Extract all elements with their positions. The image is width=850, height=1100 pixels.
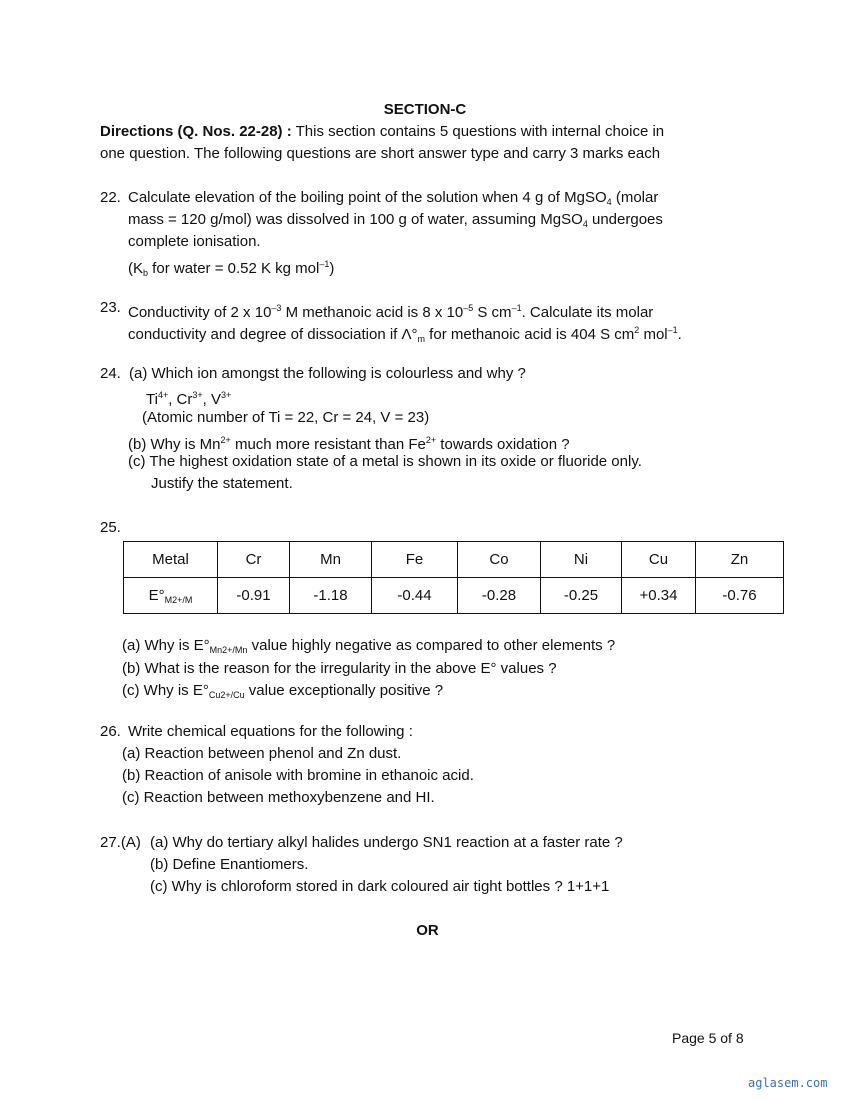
table-header-cell: Cu (622, 542, 696, 578)
question-number-23: 23. (100, 299, 121, 316)
q22-line-4: ($K_b$ for water = 0.52 K kg mol$^{-1}$) (128, 259, 335, 278)
question-number-27: 27.(A) (100, 834, 141, 851)
q24-atomic-numbers: (Atomic number of Ti = 22, Cr = 24, V = 23) (142, 409, 430, 426)
q27-part-c: (c) Why is chloroform stored in dark coloured air tight bottles ? 1+1+1 (150, 878, 610, 895)
table-header-cell: Zn (696, 542, 784, 578)
question-number-22: 22. (100, 189, 121, 206)
q27-part-a: (a) Why do tertiary alkyl halides undergo SN1 reaction at a faster rate ? (150, 834, 623, 851)
table-header-row (124, 542, 784, 578)
q24-part-c-line-2: Justify the statement. (151, 475, 293, 492)
q22-line-1: Calculate elevation of the boiling point of the solution when 4 g of MgSO$_4$ (molar (128, 189, 659, 207)
table-cell: -0.28 (458, 578, 541, 614)
question-number-26: 26. (100, 723, 121, 740)
q24-part-a: (a) Which ion amongst the following is colourless and why ? (129, 365, 526, 382)
q25-part-b: (b) What is the reason for the irregularity in the above E° values ? (122, 660, 557, 677)
table-header-cell: Fe (372, 542, 458, 578)
q26-intro: Write chemical equations for the following : (128, 723, 413, 740)
q22-line-2: mass = 120 g/mol) was dissolved in 100 g of water, assuming MgSO$_4$ undergoes (128, 211, 663, 229)
table-cell: -0.76 (696, 578, 784, 614)
section-title: SECTION-C (383, 101, 467, 118)
table-cell: +0.34 (622, 578, 696, 614)
or-divider: OR (416, 922, 439, 939)
q27-part-b: (b) Define Enantiomers. (150, 856, 309, 873)
q22-line-3: complete ionisation. (128, 233, 261, 250)
table-row-label: $E^\circ_{M2+/M}$ (124, 578, 218, 614)
q25-part-a: (a) Why is $E^\circ_{Mn2+/Mn}$ value highly negative as compared to other elements ? (122, 637, 616, 655)
q26-part-c: (c) Reaction between methoxybenzene and HI. (122, 789, 435, 806)
table-header-cell: Ni (541, 542, 622, 578)
question-number-25: 25. (100, 519, 121, 536)
q23-line-1: Conductivity of 2 x $10^{-3}$ M methanoic acid is 8 x $10^{-5}$ S $cm^{-1}$. Calculate its molar (128, 303, 654, 321)
q23-line-2: conductivity and degree of dissociation if $\Lambda^\circ_m$ for methanoic acid is 404 S $cm^2$ mol$^{-1}$. (128, 325, 682, 344)
table-cell: -0.25 (541, 578, 622, 614)
question-number-24: 24. (100, 365, 121, 382)
directions-line-1: Directions (Q. Nos. 22-28) : This section contains 5 questions with internal choice in (100, 123, 665, 140)
q24-ions: $Ti^{4+}$, $Cr^{3+}$, $V^{3+}$ (146, 390, 232, 408)
directions-label: Directions (Q. Nos. 22-28) : (100, 123, 292, 140)
table-cell: -0.44 (372, 578, 458, 614)
table-cell: -1.18 (290, 578, 372, 614)
q26-part-b: (b) Reaction of anisole with bromine in ethanoic acid. (122, 767, 474, 784)
electrode-potential-table (123, 541, 784, 614)
table-header-cell: Co (458, 542, 541, 578)
table-header-cell: Mn (290, 542, 372, 578)
table-row (124, 578, 784, 614)
q26-part-a: (a) Reaction between phenol and Zn dust. (122, 745, 402, 762)
table-cell: -0.91 (218, 578, 290, 614)
q25-part-c: (c) Why is $E^\circ_{Cu2+/Cu}$ value exceptionally positive ? (122, 682, 444, 700)
q24-part-b: (b) Why is $Mn^{2+}$ much more resistant than $Fe^{2+}$ towards oxidation ? (128, 435, 570, 453)
table-header-cell: Cr (218, 542, 290, 578)
watermark[interactable]: aglasem.com (748, 1076, 828, 1090)
table-header-cell: Metal (124, 542, 218, 578)
q24-part-c: (c) The highest oxidation state of a metal is shown in its oxide or fluoride only. (128, 453, 642, 470)
page-number: Page 5 of 8 (672, 1030, 744, 1046)
directions-line-2: one question. The following questions are short answer type and carry 3 marks each (100, 145, 661, 162)
